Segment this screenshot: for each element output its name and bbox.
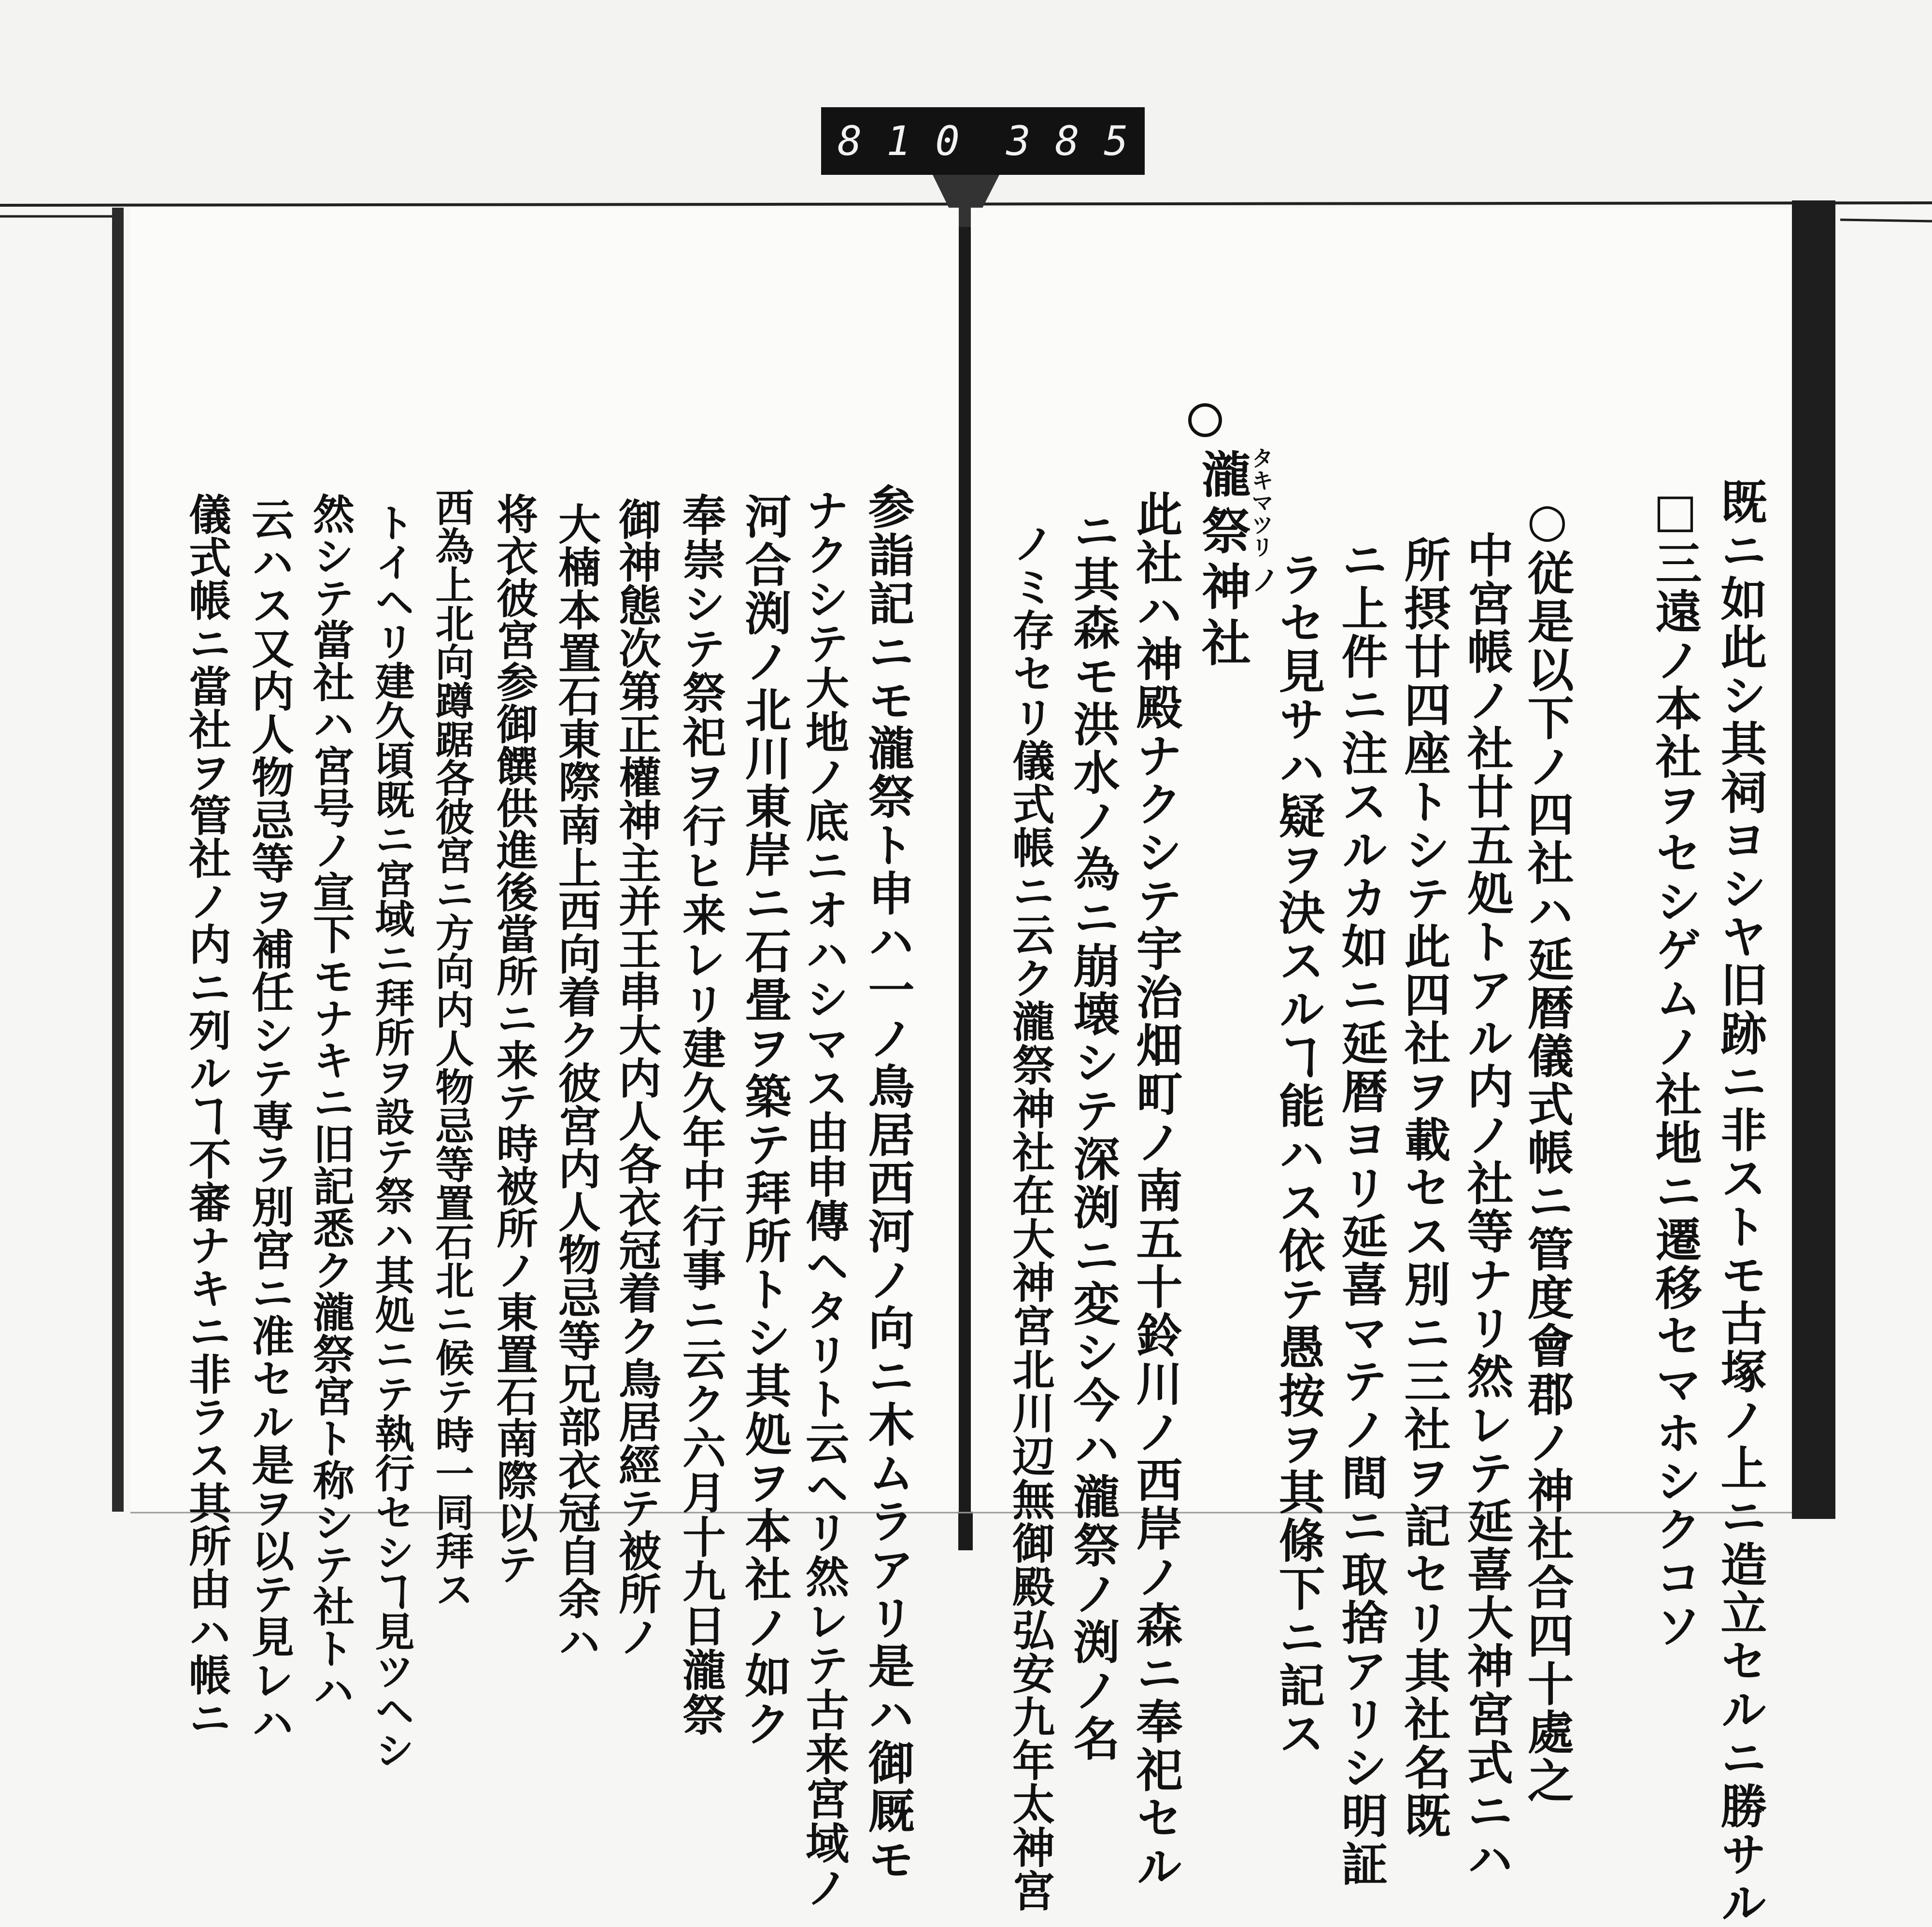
right-col-3: ○従是以下ノ四社ハ延暦儀式帳ニ管度會郡ノ神社合四十處之 [1520, 493, 1575, 1805]
left-col-1: 参詣記ニモ瀧祭ト申ハ一ノ鳥居西河ノ向ニ木ムラアリ是ハ御厩モ [861, 483, 915, 1884]
right-col-1: 既ニ如此シ其祠ヨシヤ旧跡ニ非ストモ古塚ノ上ニ造立セルニ勝サル [1713, 478, 1768, 1927]
left-col-7: 将衣彼宮参御饌供進後當所ニ来テ時被所ノ東置石南際以テ [489, 493, 538, 1585]
left-col-2: ナクシテ大地ノ底ニオハシマス由申傳ヘタリト云ヘリ然レテ古来宮域ノ [798, 488, 849, 1910]
label-right-number: 3 8 5 [1006, 117, 1128, 165]
right-body-col-3: ノミ存セリ儀式帳ニ云ク瀧祭神社在大神宮北川辺無御殿弘安九年太神宮 [1006, 522, 1056, 1913]
left-col-12: 儀式帳ニ當社ヲ管社ノ内ニ列ルヿ不審ナキニ非ラス其所由ハ帳ニ [182, 493, 232, 1739]
section-heading: 瀧祭神社 [1193, 449, 1251, 673]
section-heading-particle: ノ [1246, 565, 1280, 594]
right-col-2: □三遠ノ本社ヲセシゲムノ社地ニ遷移セマホシクコソ [1648, 483, 1703, 1650]
heading-circle-mark [1188, 403, 1222, 437]
left-col-9: トイヘリ建久頃既ニ宮域ニ拜所ヲ設テ祭ハ其処ニテ執行セシヿ見ツヘシ [369, 502, 415, 1770]
left-col-4: 奉崇シテ祭祀ヲ行ヒ来レリ建久年中行事ニ云ク六月十九日瀧祭 [675, 493, 726, 1737]
right-frame-line [1840, 220, 1932, 221]
right-col-5: 所摂廿四座トシテ此四社ヲ載セス別ニ三社ヲ記セリ其社名既 [1397, 536, 1451, 1840]
left-col-10: 然シテ當社ハ宮号ノ宣下モナキニ旧記悉ク瀧祭宮ト称シテ社トハ [306, 493, 355, 1711]
right-book-edge [1792, 200, 1835, 1519]
left-book-edge [112, 208, 124, 1512]
right-body-col-1: 此社ハ神殿ナクシテ宇治畑町ノ南五十鈴川ノ西岸ノ森ニ奉祀セル [1129, 490, 1183, 1891]
section-heading-ruby: タキマツリ [1248, 447, 1274, 558]
left-col-8: 西為上北向蹲踞各彼宮ニ方向内人物忌等置石北ニ候テ時一同拜ス [429, 488, 474, 1608]
right-col-4: 中宮帳ノ社廿五処トアル内ノ社等ナリ然レテ延喜大神宮式ニハ [1460, 531, 1514, 1884]
right-col-6: ニ上件ニ注スルカ如ニ延暦ヨリ延喜マテノ間ニ取捨アリシ明証 [1334, 536, 1389, 1888]
right-body-col-2: ニ其森モ洪水ノ為ニ崩壊シテ深渕ニ変シ今ハ瀧祭ノ渕ノ名 [1066, 507, 1121, 1763]
label-left-number: 8 1 0 [838, 117, 960, 165]
right-col-7: ラセ見サハ疑ヲ決スルヿ能ハス依テ愚按ヲ其條下ニ記ス [1271, 551, 1326, 1758]
left-col-3: 河合渕ノ北川東岸ニ石畳ヲ築テ拜所トシ其処ヲ本社ノ如ク [738, 493, 792, 1748]
left-col-11: 云ハス又内人物忌等ヲ補任シテ専ラ別宮ニ准セル是ヲ以テ見レハ [245, 497, 295, 1744]
left-col-5: 御神態次第正權神主并王串大内人各衣冠着ク鳥居經テ被所ノ [612, 497, 662, 1658]
archive-label-tab [821, 107, 1145, 175]
left-col-6: 大楠本置石東際南上西向着ク彼宮内人物忌等兄部衣冠自余ハ [552, 502, 602, 1663]
